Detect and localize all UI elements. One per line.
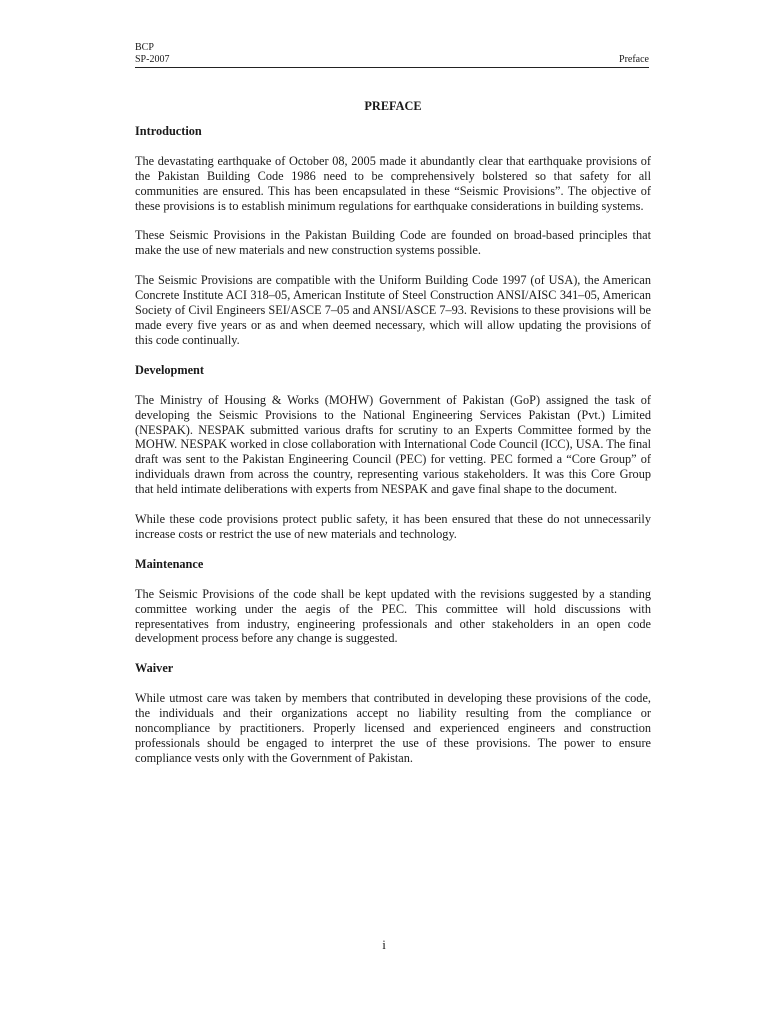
section-heading: Maintenance <box>135 556 204 571</box>
section-heading: Development <box>135 362 204 377</box>
paragraph: The devastating earthquake of October 08, 2005 made it abundantly clear that earthquake provisions of the Pakistan Building Code 1986 need to be comprehensively bolstered so that safety for all communities are ensured. This has been encapsulated in these “Seismic Provisions”. The objective of these provisions is to establish minimum regulations for earthquake considerations in building systems. <box>135 153 651 213</box>
section-development <box>135 363 651 542</box>
header-section-name: Preface <box>619 54 649 65</box>
paragraph: While utmost care was taken by members that contributed in developing these provisions of the code, the individuals and their organizations accept no liability resulting from the compliance or noncompliance by practitioners. Properly licensed and experienced engineers and construction professionals should be engaged to interpret the use of these provisions. The power to ensure compliance vests only with the Government of Pakistan. <box>135 691 651 765</box>
running-header <box>135 42 649 66</box>
paragraph: The Seismic Provisions of the code shall be kept updated with the revisions suggested by a standing committee working under the aegis of the PEC. This committee will hold discussions with representatives from industry, engineering professionals and other stakeholders in an open code development process before any change is suggested. <box>135 586 651 646</box>
section-maintenance <box>135 557 651 647</box>
header-row <box>135 54 649 66</box>
paragraph: These Seismic Provisions in the Pakistan Building Code are founded on broad-based principles that make the use of new materials and new construction systems possible. <box>135 228 651 258</box>
page-number: i <box>382 937 386 952</box>
header-code: BCP <box>135 42 154 53</box>
page-body <box>135 99 651 781</box>
paragraph: The Seismic Provisions are compatible with the Uniform Building Code 1997 (of USA), the American Concrete Institute ACI 318–05, American Institute of Steel Construction ANSI/AISC 341–05, American Society of Civil Engineers SEI/ASCE 7–05 and ANSI/ASCE 7–93. Revisions to these provisions will be made every five years or as and when deemed necessary, which will allow updating the provisions of this code continually. <box>135 273 651 347</box>
section-introduction <box>135 124 651 348</box>
header-rule <box>135 67 649 68</box>
header-doc-id: SP-2007 <box>135 54 170 65</box>
page-title: PREFACE <box>364 99 422 113</box>
paragraph: While these code provisions protect public safety, it has been ensured that these do not unnecessarily increase costs or restrict the use of new materials and technology. <box>135 512 651 541</box>
section-heading: Waiver <box>135 661 174 676</box>
paragraph: The Ministry of Housing & Works (MOHW) Government of Pakistan (GoP) assigned the task of developing the Seismic Provisions to the National Engineering Services Pakistan (Pvt.) Limited (NESPAK). NESPAK submitted various drafts for scrutiny to an Experts Committee formed by the MOHW. NESPAK worked in close collaboration with International Code Council (ICC), USA. The final draft was sent to the Pakistan Engineering Council (PEC) for vetting. PEC formed a “Core Group” of individuals drawn from across the country, representing various stakeholders. It was this Core Group that held intimate deliberations with experts from NESPAK and gave final shape to the document. <box>135 392 651 497</box>
section-heading: Introduction <box>135 123 202 138</box>
section-waiver <box>135 661 651 765</box>
